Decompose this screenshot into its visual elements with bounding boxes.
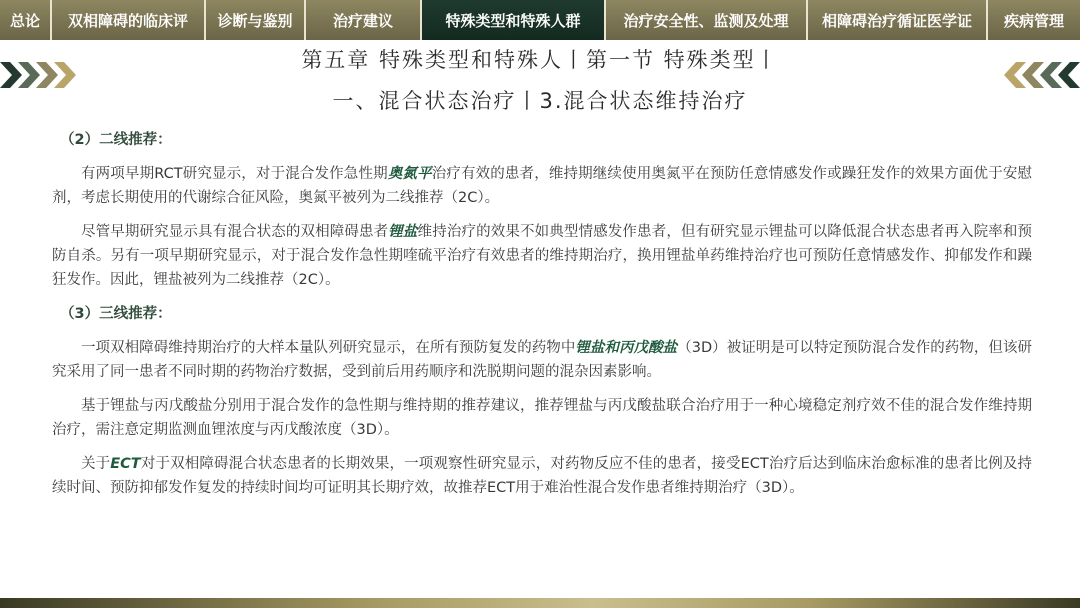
bottom-decor-bar (0, 598, 1080, 608)
paragraph-olanzapine: 有两项早期RCT研究显示，对于混合发作急性期奥氮平治疗有效的患者，维持期继续使用奥氮平在预防任意情感发作或躁狂发作的效果方面优于安慰剂，考虑长期使用的代谢综合征风险，奥氮平被列为二线推荐（2C）。 (52, 166, 1032, 206)
tab-overview[interactable]: 总论 (0, 0, 52, 40)
content-body (52, 128, 1032, 510)
paragraph-combination: 基于锂盐与丙戊酸盐分别用于混合发作的急性期与维持期的推荐建议，推荐锂盐与丙戊酸盐联合治疗用于一种心境稳定剂疗效不佳的混合发作维持期治疗，需注意定期监测血锂浓度与丙戊酸浓度（3D）。 (52, 398, 1032, 438)
tab-evidence-based[interactable]: 相障碍治疗循证医学证 (808, 0, 988, 40)
highlight-treatment: ECT (110, 456, 141, 472)
paragraph-lithium-valproate: 一项双相障碍维持期治疗的大样本量队列研究显示，在所有预防复发的药物中锂盐和丙戊酸盐（3D）被证明是可以特定预防混合发作的药物，但该研究采用了同一患者不同时期的药物治疗数据，受到前后用药顺序和洗脱期问题的混杂因素影响。 (52, 340, 1033, 380)
tab-treatment-advice[interactable]: 治疗建议 (306, 0, 422, 40)
tab-treatment-safety[interactable]: 治疗安全性、监测及处理 (606, 0, 808, 40)
section-title: 一、混合状态治疗丨3.混合状态维持治疗 (332, 89, 748, 113)
top-nav-bar (0, 0, 1080, 40)
tab-diagnosis[interactable]: 诊断与鉴别 (206, 0, 306, 40)
chapter-title: 第五章 特殊类型和特殊人丨第一节 特殊类型丨 (301, 48, 779, 72)
tab-clinical-assessment[interactable]: 双相障碍的临床评 (52, 0, 206, 40)
highlight-drug: 锂盐和丙戊酸盐 (575, 340, 678, 356)
heading-third-line: （3）三线推荐： (60, 306, 172, 322)
heading-second-line: （2）二线推荐： (60, 132, 172, 148)
tab-special-types[interactable]: 特殊类型和特殊人群 (422, 0, 606, 40)
highlight-drug: 锂盐 (388, 224, 418, 240)
tab-disease-management[interactable]: 疾病管理 (988, 0, 1080, 40)
highlight-drug: 奥氮平 (387, 166, 432, 182)
paragraph-ect: 关于ECT对于双相障碍混合状态患者的长期效果，一项观察性研究显示，对药物反应不佳的患者，接受ECT治疗后达到临床治愈标准的患者比例及持续时间、预防抑郁发作复发的持续时间均可证明其长期疗效，故推荐ECT用于难治性混合发作患者维持期治疗（3D）。 (52, 456, 1033, 496)
paragraph-lithium: 尽管早期研究显示具有混合状态的双相障碍患者锂盐维持治疗的效果不如典型情感发作患者，但有研究显示锂盐可以降低混合状态患者再入院率和预防自杀。另有一项早期研究显示，对于混合发作急性期喹硫平治疗有效患者的维持期治疗，换用锂盐单药维持治疗也可预防任意情感发作、抑郁发作和躁狂发作。因此，锂盐被列为二线推荐（2C）。 (52, 224, 1033, 288)
